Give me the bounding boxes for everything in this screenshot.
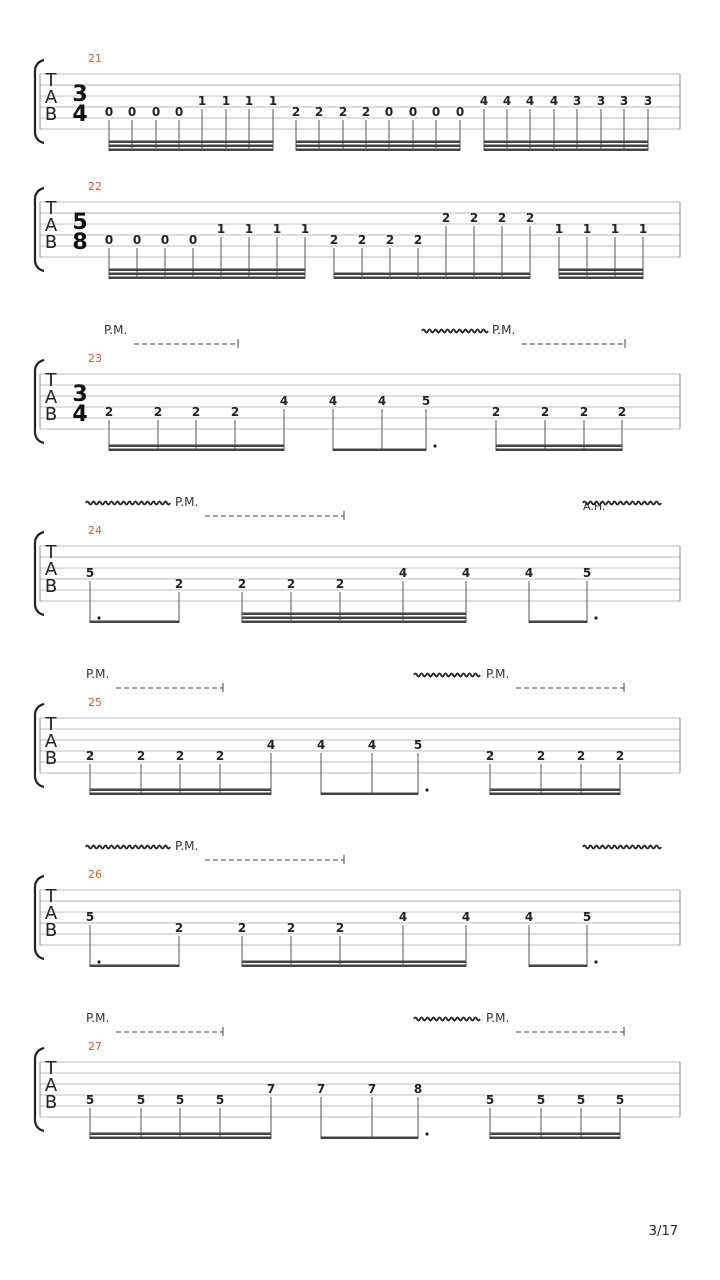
tab-clef-letter: B: [44, 748, 58, 769]
beam: [559, 273, 643, 276]
beam: [109, 149, 273, 152]
beam: [109, 449, 284, 452]
fret-number: 4: [524, 566, 534, 580]
fret-number: 5: [175, 1093, 185, 1107]
time-signature-digit: 3: [72, 82, 88, 107]
fret-number: 5: [615, 1093, 625, 1107]
fret-number: 7: [266, 1082, 276, 1096]
beam: [141, 1133, 180, 1136]
time-signature-digit: 4: [72, 102, 88, 127]
fret-number: 4: [461, 910, 471, 924]
measure-number: 22: [88, 180, 102, 193]
beam: [158, 445, 196, 448]
beam: [529, 965, 587, 968]
beam: [529, 621, 587, 624]
fret-number: 1: [244, 222, 254, 236]
fret-number: 4: [266, 738, 276, 752]
fret-number: 4: [279, 394, 289, 408]
beam: [242, 965, 466, 968]
fret-number: 4: [502, 94, 512, 108]
fret-number: 8: [413, 1082, 423, 1096]
fret-number: 2: [413, 233, 423, 247]
beam: [109, 145, 273, 148]
fret-number: 2: [174, 921, 184, 935]
fret-number: 2: [617, 405, 627, 419]
palm-mute-label: P.M.: [486, 1011, 510, 1025]
fret-number: 2: [314, 105, 324, 119]
fret-number: 2: [441, 211, 451, 225]
fret-number: 0: [431, 105, 441, 119]
vibrato-mark: [414, 674, 480, 677]
beam: [541, 789, 581, 792]
fret-number: 4: [461, 566, 471, 580]
fret-number: 4: [367, 738, 377, 752]
measure-number: 25: [88, 696, 102, 709]
rhythm-dot: [425, 788, 428, 791]
tab-clef-letter: T: [45, 70, 57, 91]
beam: [141, 789, 180, 792]
beam: [334, 277, 530, 280]
fret-number: 0: [160, 233, 170, 247]
measure-number: 21: [88, 52, 102, 65]
beam: [334, 273, 530, 276]
fret-number: 5: [85, 910, 95, 924]
tab-clef-letter: T: [45, 370, 57, 391]
rhythm-dot: [594, 960, 597, 963]
rhythm-dot: [594, 616, 597, 619]
tab-clef-letter: B: [44, 576, 58, 597]
tab-clef-letter: B: [44, 232, 58, 253]
palm-mute-label: P.M.: [86, 1011, 110, 1025]
vibrato-mark: [583, 502, 661, 505]
palm-mute-label: P.M.: [86, 667, 110, 681]
beam: [242, 613, 466, 616]
vibrato-mark: [86, 502, 170, 505]
palm-mute-label: P.M.: [175, 839, 199, 853]
time-signature-digit: 5: [72, 210, 88, 235]
tab-clef-letter: A: [44, 731, 58, 752]
fret-number: 0: [104, 105, 114, 119]
fret-number: 2: [536, 749, 546, 763]
fret-number: 7: [367, 1082, 377, 1096]
tab-clef-letter: A: [44, 1075, 58, 1096]
fret-number: 2: [237, 921, 247, 935]
fret-number: 2: [335, 921, 345, 935]
beam: [559, 269, 643, 272]
fret-number: 5: [485, 1093, 495, 1107]
tab-clef-letter: B: [44, 1092, 58, 1113]
fret-number: 2: [230, 405, 240, 419]
fret-number: 1: [268, 94, 278, 108]
vibrato-mark: [414, 1018, 480, 1021]
fret-number: 4: [316, 738, 326, 752]
tab-clef-letter: B: [44, 920, 58, 941]
fret-number: 2: [540, 405, 550, 419]
fret-number: 5: [85, 1093, 95, 1107]
beam: [321, 1137, 418, 1140]
fret-number: 2: [237, 577, 247, 591]
fret-number: 3: [596, 94, 606, 108]
beam: [559, 277, 643, 280]
fret-number: 2: [104, 405, 114, 419]
beam: [90, 789, 271, 792]
tab-system: [35, 52, 680, 151]
fret-number: 5: [215, 1093, 225, 1107]
beam: [333, 449, 426, 452]
fret-number: 2: [215, 749, 225, 763]
fret-number: 2: [485, 749, 495, 763]
beam: [109, 269, 305, 272]
fret-number: 5: [136, 1093, 146, 1107]
rhythm-dot: [433, 444, 436, 447]
palm-mute-label: P.M.: [486, 667, 510, 681]
fret-number: 4: [398, 566, 408, 580]
fret-number: 1: [221, 94, 231, 108]
tab-clef-letter: A: [44, 387, 58, 408]
fret-number: 2: [191, 405, 201, 419]
fret-number: 5: [582, 566, 592, 580]
rhythm-dot: [97, 960, 100, 963]
beam: [90, 965, 179, 968]
fret-number: 2: [491, 405, 501, 419]
beam: [484, 149, 648, 152]
fret-number: 3: [619, 94, 629, 108]
fret-number: 0: [127, 105, 137, 119]
beam: [109, 141, 273, 144]
vibrato-mark: [583, 846, 661, 849]
tab-system: [35, 1011, 680, 1139]
fret-number: 2: [335, 577, 345, 591]
rhythm-dot: [425, 1132, 428, 1135]
beam: [296, 149, 460, 152]
fret-number: 1: [554, 222, 564, 236]
fret-number: 1: [610, 222, 620, 236]
beam: [90, 1133, 271, 1136]
tab-clef-letter: T: [45, 886, 57, 907]
fret-number: 2: [579, 405, 589, 419]
fret-number: 2: [525, 211, 535, 225]
tab-system: [35, 323, 680, 451]
beam: [109, 273, 305, 276]
measure-number: 23: [88, 352, 102, 365]
fret-number: 1: [216, 222, 226, 236]
beam: [490, 793, 620, 796]
fret-number: 5: [576, 1093, 586, 1107]
fret-number: 5: [421, 394, 431, 408]
beam: [484, 145, 648, 148]
beam: [541, 1133, 581, 1136]
tab-clef-letter: A: [44, 87, 58, 108]
beam: [242, 621, 466, 624]
tab-clef-letter: A: [44, 559, 58, 580]
fret-number: 4: [525, 94, 535, 108]
fret-number: 2: [361, 105, 371, 119]
palm-mute-label: P.M.: [492, 323, 516, 337]
fret-number: 4: [398, 910, 408, 924]
fret-number: 2: [357, 233, 367, 247]
fret-number: 2: [153, 405, 163, 419]
page-number: 3/17: [648, 1224, 678, 1239]
tab-system: [35, 667, 680, 795]
tab-system: [35, 495, 680, 623]
tab-clef-letter: B: [44, 404, 58, 425]
fret-number: 2: [136, 749, 146, 763]
rhythm-dot: [97, 616, 100, 619]
fret-number: 1: [244, 94, 254, 108]
fret-number: 0: [132, 233, 142, 247]
tab-clef-letter: B: [44, 104, 58, 125]
measure-number: 24: [88, 524, 102, 537]
fret-number: 0: [455, 105, 465, 119]
fret-number: 0: [174, 105, 184, 119]
beam: [490, 1137, 620, 1140]
beam: [242, 617, 291, 620]
fret-number: 4: [328, 394, 338, 408]
measure-number: 26: [88, 868, 102, 881]
tab-clef-letter: A: [44, 215, 58, 236]
fret-number: 2: [174, 577, 184, 591]
tab-clef-letter: T: [45, 1058, 57, 1079]
fret-number: 2: [286, 577, 296, 591]
fret-number: 3: [572, 94, 582, 108]
beam: [296, 145, 460, 148]
tab-clef-letter: T: [45, 714, 57, 735]
beam: [296, 141, 460, 144]
fret-number: 3: [643, 94, 653, 108]
tab-system: [35, 839, 680, 967]
fret-number: 0: [408, 105, 418, 119]
fret-number: 2: [175, 749, 185, 763]
beam: [484, 141, 648, 144]
fret-number: 5: [413, 738, 423, 752]
tab-system: [35, 180, 680, 279]
fret-number: 2: [469, 211, 479, 225]
beam: [90, 793, 271, 796]
time-signature-digit: 8: [72, 230, 88, 255]
fret-number: 7: [316, 1082, 326, 1096]
fret-number: 2: [497, 211, 507, 225]
fret-number: 5: [85, 566, 95, 580]
tab-clef-letter: T: [45, 198, 57, 219]
vibrato-mark: [86, 846, 170, 849]
measure-number: 27: [88, 1040, 102, 1053]
palm-mute-label: P.M.: [175, 495, 199, 509]
fret-number: 2: [338, 105, 348, 119]
beam: [109, 445, 284, 448]
fret-number: 5: [582, 910, 592, 924]
fret-number: 1: [582, 222, 592, 236]
beam: [242, 961, 291, 964]
fret-number: 4: [479, 94, 489, 108]
fret-number: 5: [536, 1093, 546, 1107]
fret-number: 1: [638, 222, 648, 236]
fret-number: 4: [549, 94, 559, 108]
fret-number: 4: [524, 910, 534, 924]
fret-number: 2: [286, 921, 296, 935]
fret-number: 2: [85, 749, 95, 763]
palm-mute-label: P.M.: [104, 323, 128, 337]
fret-number: 2: [291, 105, 301, 119]
fret-number: 0: [188, 233, 198, 247]
fret-number: 4: [377, 394, 387, 408]
beam: [496, 449, 622, 452]
fret-number: 2: [329, 233, 339, 247]
fret-number: 2: [576, 749, 586, 763]
beam: [321, 793, 418, 796]
beam: [109, 277, 305, 280]
time-signature-digit: 4: [72, 402, 88, 427]
fret-number: 1: [300, 222, 310, 236]
fret-number: 2: [385, 233, 395, 247]
beam: [90, 621, 179, 624]
fret-number: 0: [151, 105, 161, 119]
tab-systems: [35, 52, 680, 1139]
fret-number: 0: [104, 233, 114, 247]
fret-number: 1: [272, 222, 282, 236]
beam: [545, 445, 584, 448]
artificial-harmonic-label: A.H.: [583, 500, 606, 513]
fret-number: 1: [197, 94, 207, 108]
vibrato-mark: [422, 330, 488, 333]
tab-clef-letter: T: [45, 542, 57, 563]
tab-clef-letter: A: [44, 903, 58, 924]
fret-number: 2: [615, 749, 625, 763]
fret-number: 0: [384, 105, 394, 119]
beam: [90, 1137, 271, 1140]
time-signature-digit: 3: [72, 382, 88, 407]
